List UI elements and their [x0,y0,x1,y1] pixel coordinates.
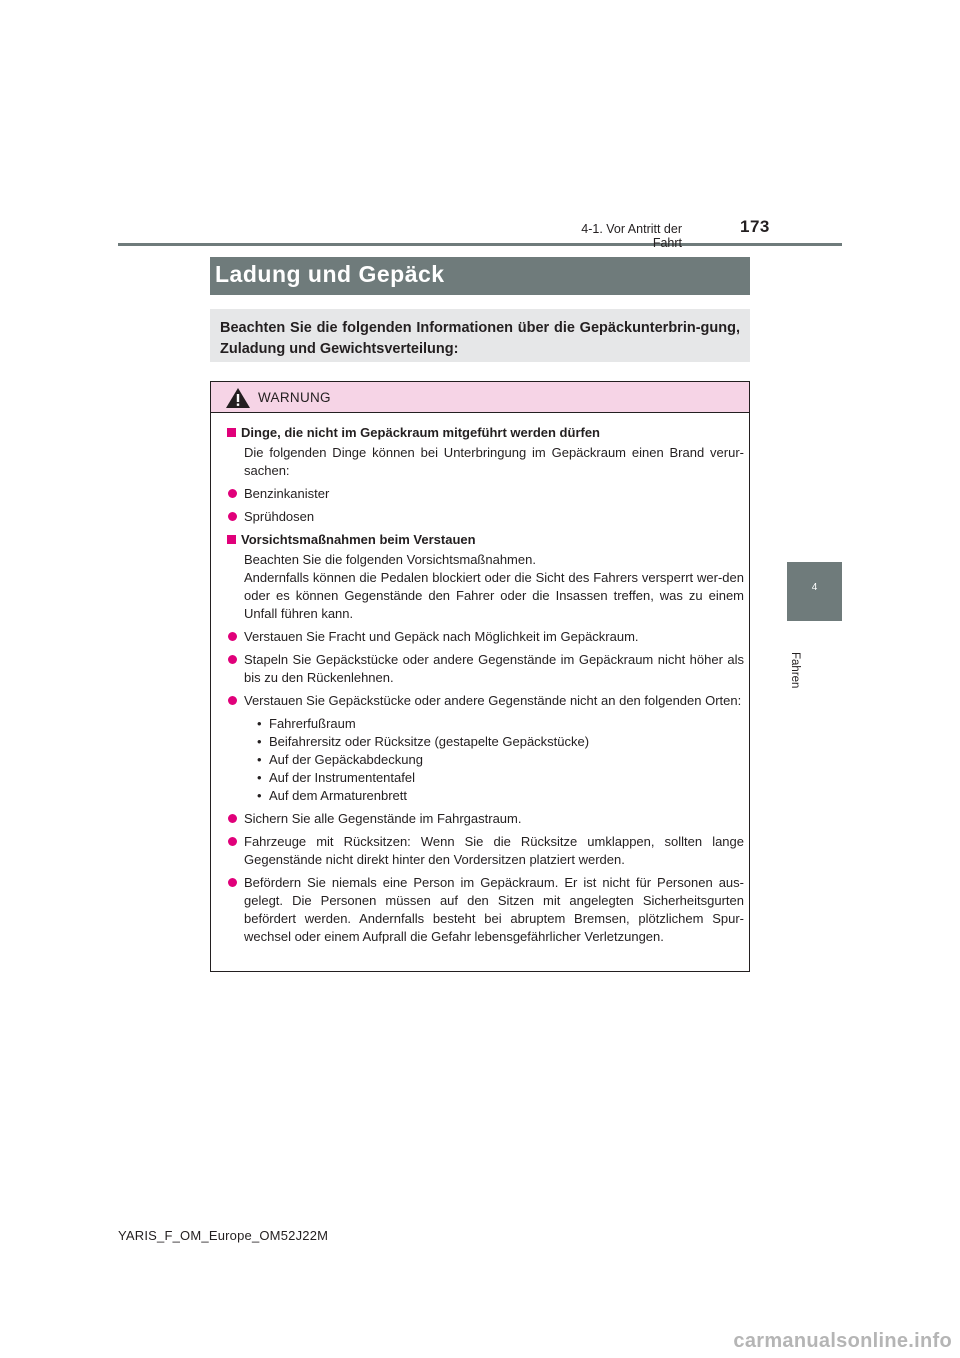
chapter-number: 4 [811,582,818,593]
list-item: Benzinkanister [227,485,744,503]
dot-bullet-icon [228,655,237,664]
list-item: Verstauen Sie Gepäckstücke oder andere Gegenstände nicht an den folgenden Orten: [227,692,744,710]
watermark: carmanualsonline.info [733,1330,952,1352]
page-title: Ladung und Gepäck [215,261,445,287]
places-item: • Auf der Gepäckabdeckung [257,751,744,769]
dot-bullet-icon [228,814,237,823]
list-item: Stapeln Sie Gepäckstücke oder andere Gegenstände im Gepäckraum nicht höher als bis zu den Rückenlehnen. [227,651,744,687]
dot-bullet-icon [228,489,237,498]
list-item: Befördern Sie niemals eine Person im Gepäckraum. Er ist nicht für Personen aus-gelegt. Die Personen müssen auf den Sitzen mit angelegten Sicherheitsgurten befördert werden. Andernfalls besteht bei abruptem Bremsen, plötzlichem Spur-wechsel oder einem Aufprall die Gefahr lebensgefährlicher Verletzungen. [227,874,744,946]
warning-heading-2: Vorsichtsmaßnahmen beim Verstauen [227,531,744,549]
chapter-tab [787,562,842,621]
chapter-label: Fahren [789,652,801,689]
section-label: 4-1. Vor Antritt der Fahrt [581,222,682,250]
warning-body-2a: Beachten Sie die folgenden Vorsichtsmaßnahmen. [244,552,536,567]
warning-body-1: Die folgenden Dinge können bei Unterbringung im Gepäckraum einen Brand verur-sachen: [244,445,744,478]
warning-label: WARNUNG [258,390,331,405]
dot-bullet-icon [228,632,237,641]
warning-triangle-icon [225,387,251,409]
dot-bullet-icon [228,878,237,887]
footer-doc-id: YARIS_F_OM_Europe_OM52J22M [118,1228,329,1243]
intro-text: Beachten Sie die folgenden Informationen über die Gepäckunterbrin-gung, Zuladung und Gewichtsverteilung: [220,320,740,357]
warning-body-2b: Andernfalls können die Pedalen blockiert oder die Sicht des Fahrers versperrt wer-den oder es können Gegenstände den Fahrer oder die Insassen treffen, was zu einem Unfall führen kann. [244,570,744,621]
header-rule [118,243,842,246]
square-bullet-icon [227,535,236,544]
square-bullet-icon [227,428,236,437]
places-list [227,715,744,805]
intro-box [210,309,750,362]
warning-content [227,424,744,946]
warning-box [210,381,750,972]
list-item: Sichern Sie alle Gegenstände im Fahrgastraum. [227,810,744,828]
places-item: • Auf dem Armaturenbrett [257,787,744,805]
list-item: Sprühdosen [227,508,744,526]
places-item: • Fahrerfußraum [257,715,744,733]
places-item: • Beifahrersitz oder Rücksitze (gestapelte Gepäckstücke) [257,733,744,751]
title-bar [210,257,750,295]
page-number: 173 [740,217,770,236]
places-item: • Auf der Instrumententafel [257,769,744,787]
warning-header [211,382,749,413]
list-item: Verstauen Sie Fracht und Gepäck nach Möglichkeit im Gepäckraum. [227,628,744,646]
warning-heading-1: Dinge, die nicht im Gepäckraum mitgeführt werden dürfen [227,424,744,442]
dot-bullet-icon [228,512,237,521]
dot-bullet-icon [228,696,237,705]
dot-bullet-icon [228,837,237,846]
list-item: Fahrzeuge mit Rücksitzen: Wenn Sie die Rücksitze umklappen, sollten lange Gegenstände nicht direkt hinter den Vordersitzen platziert werden. [227,833,744,869]
